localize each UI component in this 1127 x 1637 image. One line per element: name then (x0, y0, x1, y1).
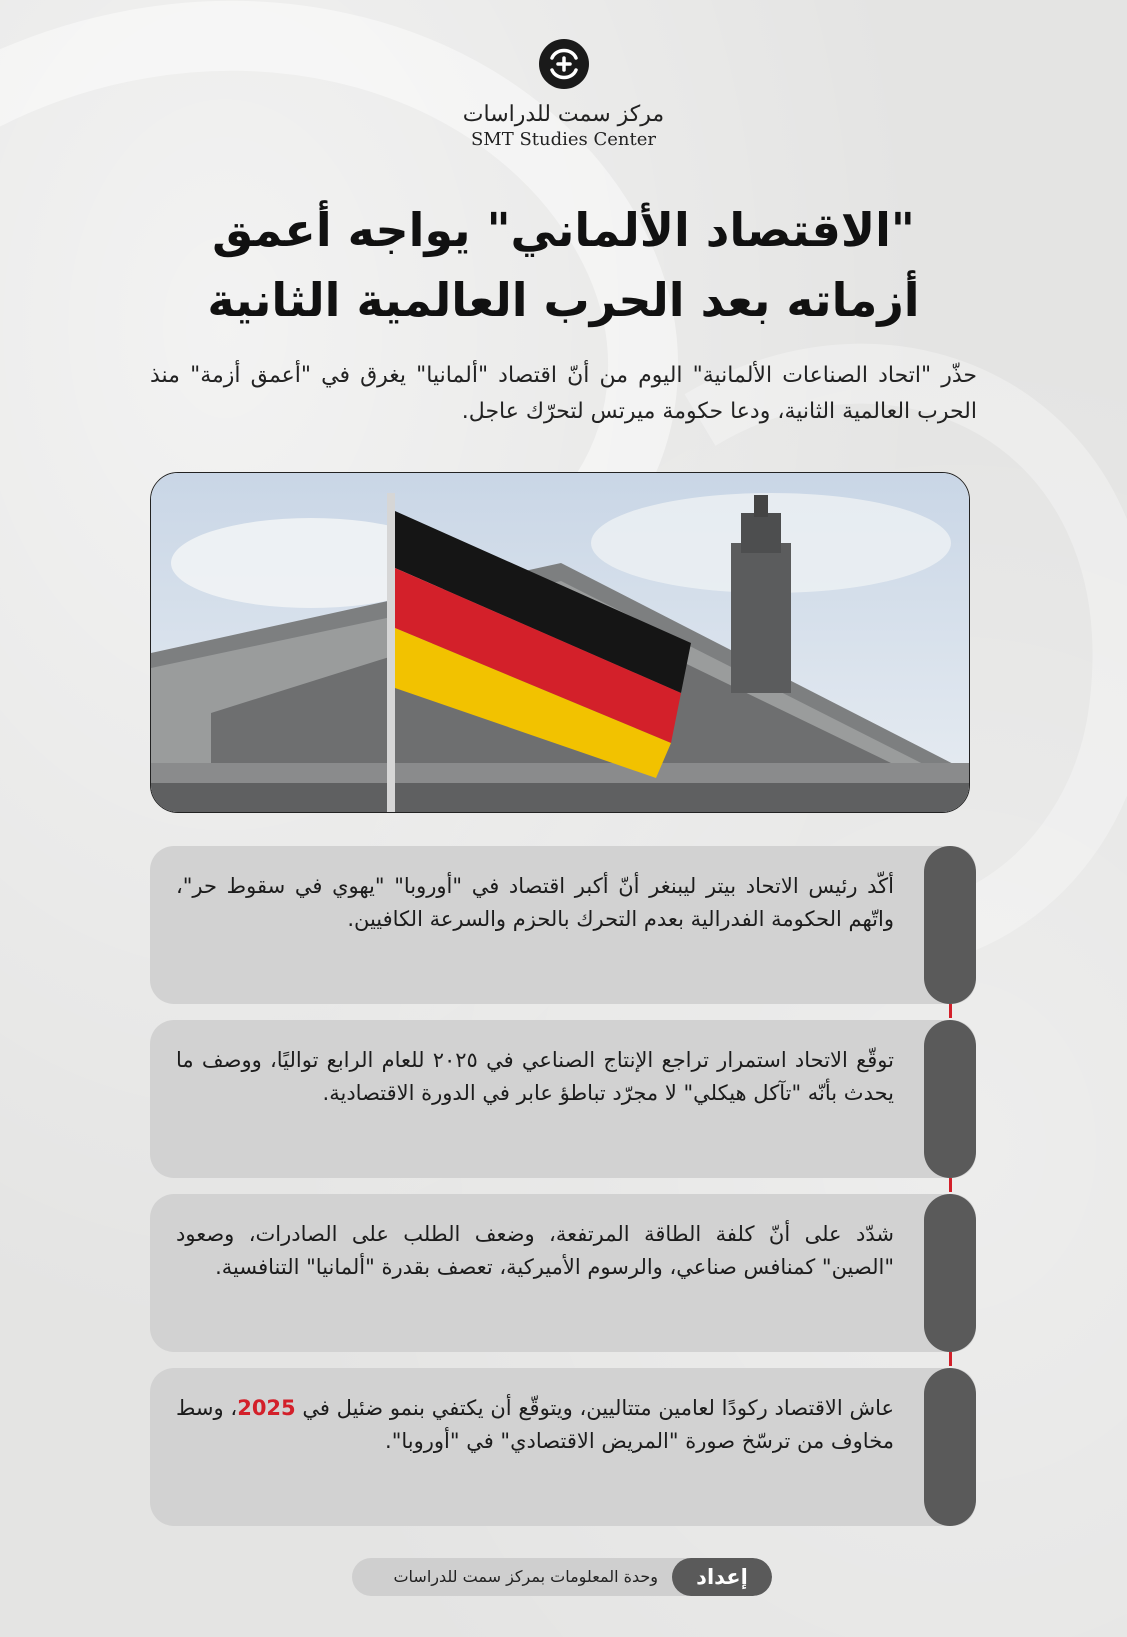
title-line-2: أزماته بعد الحرب العالمية الثانية (207, 273, 920, 327)
german-flag-reichstag-photo (150, 472, 970, 813)
timeline-connector (949, 1352, 952, 1366)
card-side-bar (924, 846, 976, 1004)
point-text-after: ، وسط مخاوف من ترسّخ صورة "المريض الاقتصادي" في "أوروبا". (176, 1396, 894, 1453)
point-text: أكّد رئيس الاتحاد بيتر ليبنغر أنّ أكبر اقتصاد في "أوروبا" "يهوي في سقوط حر"، واتّهم الحكومة الفدرالية بعدم التحرك بالحزم والسرعة الكافيين. (176, 874, 894, 931)
point-card-3 (150, 1194, 976, 1352)
logo-english-name: SMT Studies Center (470, 129, 657, 150)
photo-illustration (151, 473, 970, 813)
point-text: توقّع الاتحاد استمرار تراجع الإنتاج الصناعي في ٢٠٢٥ للعام الرابع تواليًا، ووصف ما يحدث بأنّه "تآكل هيكلي" لا مجرّد تباطؤ عابر في الدورة الاقتصادية. (176, 1048, 895, 1105)
title-line-1: "الاقتصاد الألماني" يواجه أعمق (212, 203, 915, 257)
card-side-bar (924, 1368, 976, 1526)
footer-tag: إعداد (672, 1558, 772, 1596)
footer-org: وحدة المعلومات بمركز سمت للدراسات (393, 1567, 658, 1586)
page-title (150, 195, 977, 335)
smt-logo-icon (538, 38, 590, 90)
header-logo (0, 38, 1127, 150)
point-text: شدّد على أنّ كلفة الطاقة المرتفعة، وضعف الطلب على الصادرات، وصعود "الصين" كمنافس صناعي، والرسوم الأميركية، تعصف بقدرة "ألمانيا" التنافسية. (176, 1222, 894, 1279)
timeline-connector (949, 1004, 952, 1018)
intro-paragraph: حذّر "اتحاد الصناعات الألمانية" اليوم من أنّ اقتصاد "ألمانيا" يغرق في "أعمق أزمة" منذ الحرب العالمية الثانية، ودعا حكومة ميرتس لتحرّك عاجل. (150, 363, 977, 424)
card-side-bar (924, 1020, 976, 1178)
logo-arabic-name: مركز سمت للدراسات (462, 102, 665, 127)
footer-credit (352, 1558, 772, 1596)
point-card-4 (150, 1368, 976, 1526)
point-card-2 (150, 1020, 976, 1178)
point-text-before: عاش الاقتصاد ركودًا لعامين متتاليين، ويتوقّع أن يكتفي بنمو ضئيل في (295, 1396, 895, 1420)
point-text (176, 1392, 894, 1458)
highlight-year: 2025 (237, 1396, 296, 1420)
card-side-bar (924, 1194, 976, 1352)
timeline-connector (949, 1178, 952, 1192)
point-card-1 (150, 846, 976, 1004)
